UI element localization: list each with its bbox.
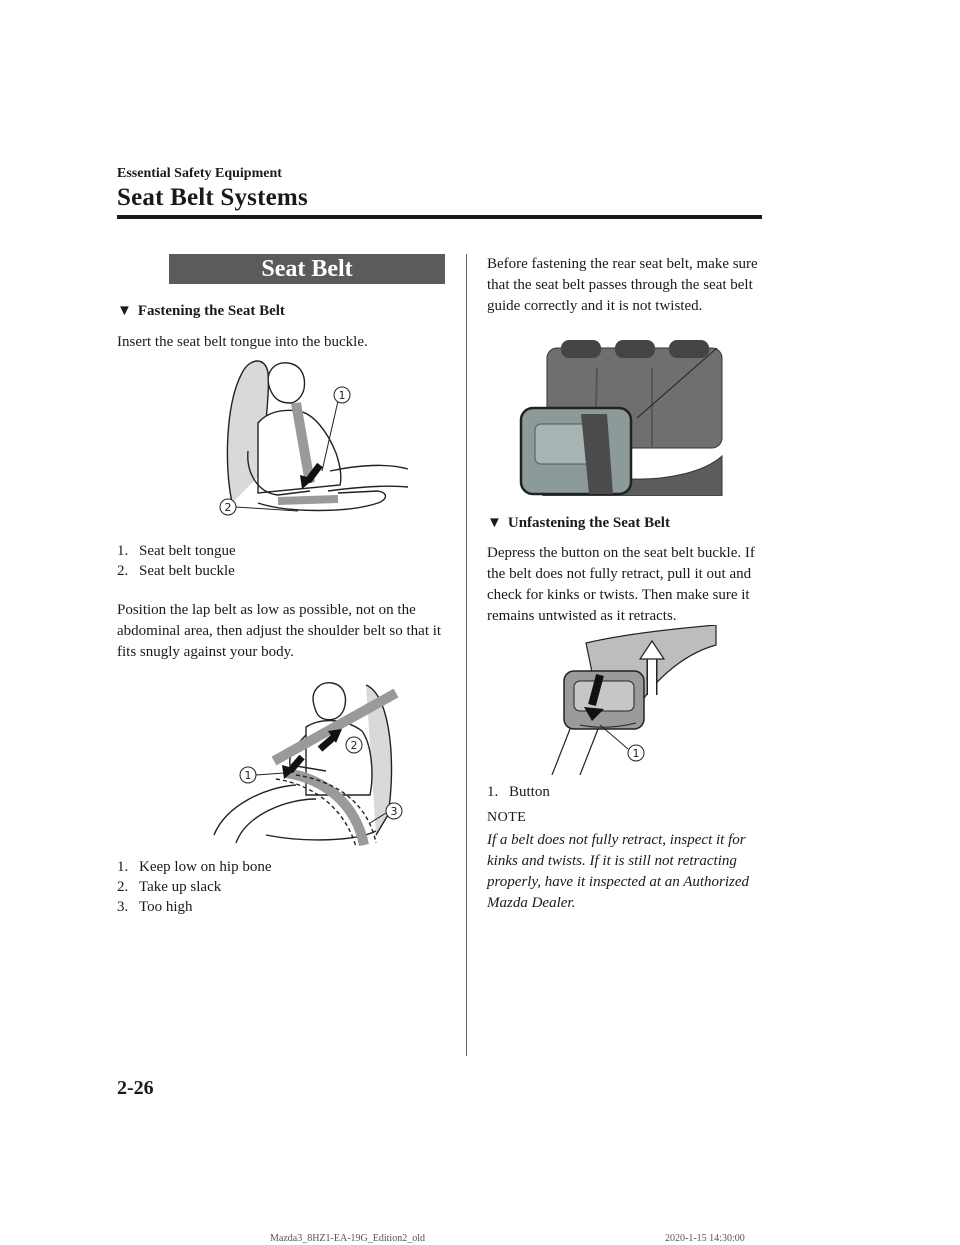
note-text: If a belt does not fully retract, inspect it for kinks and twists. If it is still not retracting properly, have it inspected at an Authorized Mazda Dealer.: [487, 832, 750, 911]
svg-text:2: 2: [224, 501, 232, 514]
position-text: Position the lap belt as low as possible, not on the abdominal area, then adjust the shoulder belt so that it fits snugly against your body.: [117, 602, 442, 660]
position-label-list: [117, 857, 271, 917]
rear-seat-figure-svg: [517, 338, 727, 496]
unfastening-heading: [487, 515, 670, 532]
list-item: 1. Seat belt tongue: [117, 543, 236, 559]
seatbelt-tongue-illustration: [218, 353, 418, 528]
section-label: Essential Safety Equipment: [117, 166, 282, 181]
list-item: 1. Button: [487, 784, 550, 800]
rear-seat-illustration: [517, 338, 727, 496]
position-figure-svg: [206, 675, 411, 850]
footer-right: 2020-1-15 14:30:00: [665, 1233, 745, 1244]
note-label: NOTE: [487, 810, 527, 825]
svg-text:1: 1: [338, 389, 346, 402]
unfastening-text: Depress the button on the seat belt buckle. If the belt does not fully retract, pull it out and check for kinks or twists. Then make sure it remains untwisted as it retracts.: [487, 545, 755, 624]
unfastening-label-list: [487, 782, 550, 802]
section-banner: Seat Belt: [169, 254, 445, 284]
triangle-down-icon: ▼: [487, 515, 502, 531]
list-item: 2. Seat belt buckle: [117, 563, 235, 579]
fastening-label-list: [117, 541, 236, 581]
fastening-intro: Insert the seat belt tongue into the buckle.: [117, 334, 368, 350]
footer-left: Mazda3_8HZ1-EA-19G_Edition2_old: [270, 1233, 425, 1244]
svg-text:3: 3: [390, 805, 398, 818]
svg-text:1: 1: [632, 747, 640, 760]
column-divider: [466, 254, 467, 1056]
fastening-heading-text: Fastening the Seat Belt: [137, 303, 285, 319]
triangle-down-icon: ▼: [117, 303, 132, 319]
fastening-heading: [117, 303, 285, 320]
lap-belt-illustration: [206, 675, 411, 850]
unfastening-heading-text: Unfastening the Seat Belt: [507, 515, 670, 531]
page-title: Seat Belt Systems: [117, 184, 308, 211]
header-rule: [117, 215, 762, 219]
list-item: 1. Keep low on hip bone: [117, 859, 272, 875]
fastening-figure-svg: [218, 353, 418, 528]
list-item: 2. Take up slack: [117, 879, 222, 895]
rear-belt-text: Before fastening the rear seat belt, make sure that the seat belt passes through the seat belt guide correctly and it is not twisted.: [487, 256, 758, 314]
list-item: 3. Too high: [117, 899, 193, 915]
svg-text:2: 2: [350, 739, 358, 752]
buckle-button-illustration: [540, 625, 720, 775]
svg-text:1: 1: [244, 769, 252, 782]
page-number: 2-26: [117, 1077, 154, 1099]
buckle-figure-svg: [540, 625, 720, 775]
